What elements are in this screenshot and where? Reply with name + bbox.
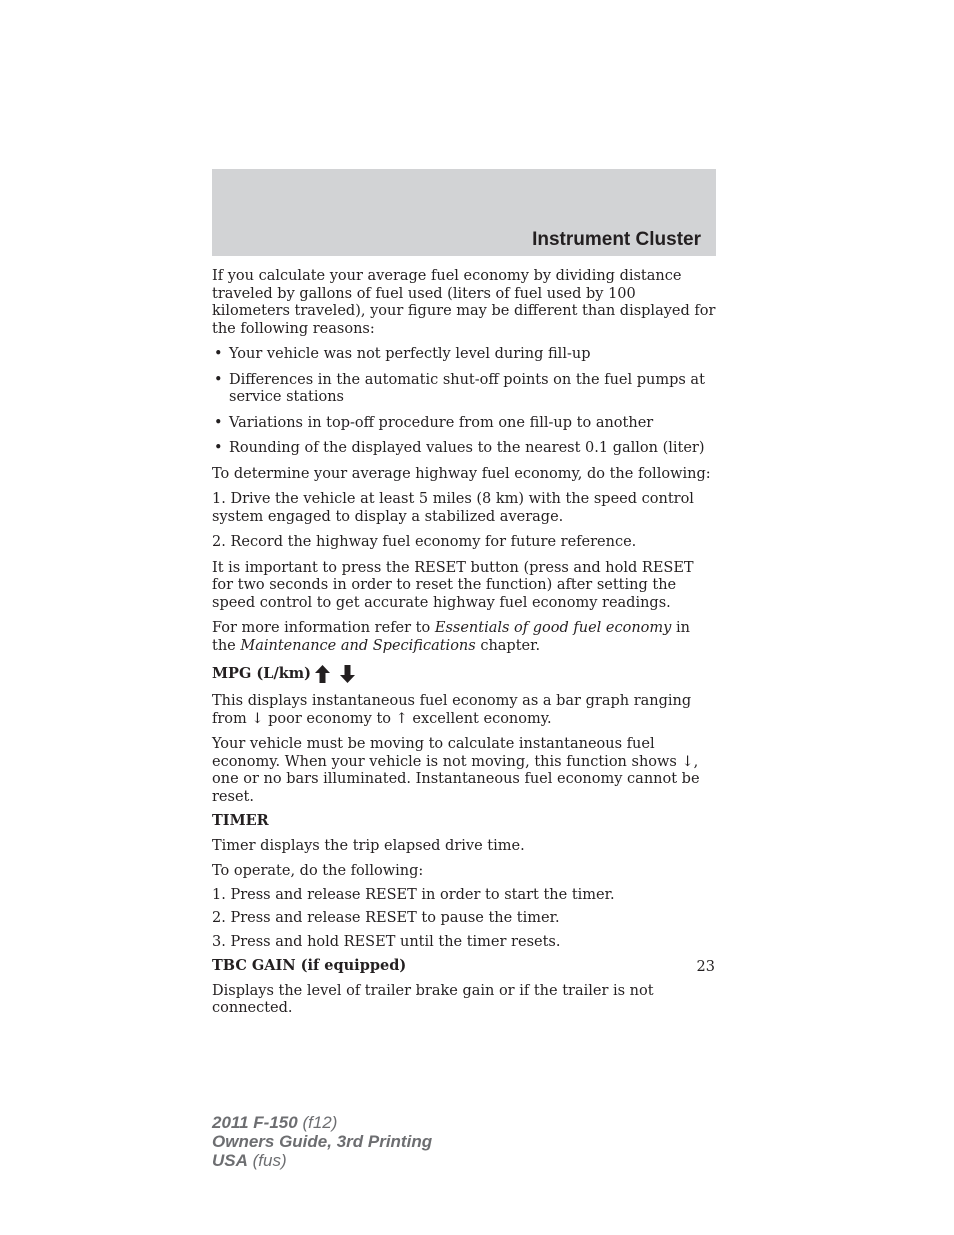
more-info-mid: in the [212, 620, 690, 654]
section-header-band [212, 169, 716, 256]
timer-heading: TIMER [212, 812, 269, 829]
page-number: 23 [696, 959, 715, 975]
list-item: • Rounding of the displayed values to the nearest 0.1 gallon (liter) [212, 440, 716, 458]
highway-step-1: 1. Drive the vehicle at least 5 miles (8 km) with the speed control system engaged to display a stabilized average. [212, 491, 694, 525]
more-info-paragraph [212, 620, 716, 655]
highway-intro: To determine your average highway fuel economy, do the following: [212, 465, 711, 482]
footer-guide: Owners Guide, 3rd Printing [212, 1132, 433, 1151]
mpg-moving-note: Your vehicle must be moving to calculate instantaneous fuel economy. When your vehicle is not moving, this function shows ↓, one or no bars illuminated. Instantaneous fuel economy cannot be reset. [212, 736, 700, 805]
tbc-gain-heading: TBC GAIN (if equipped) [212, 957, 407, 974]
more-info-suffix: chapter. [475, 637, 541, 654]
intro-paragraph: If you calculate your average fuel economy by dividing distance traveled by gallons of fuel used (liters of fuel used by 100 kilometers traveled), your figure may be different than displayed for the following reasons: [212, 268, 716, 337]
mpg-heading-label: MPG (L/km) [212, 665, 311, 683]
tbc-gain-description: Displays the level of trailer brake gain or if the trailer is not connected. [212, 982, 654, 1016]
document-footer [212, 1113, 432, 1170]
footer-guide-line [212, 1132, 432, 1151]
footer-model: 2011 F-150 [212, 1113, 298, 1132]
mpg-description: This displays instantaneous fuel economy as a bar graph ranging from ↓ poor economy to ↑ excellent economy. [212, 693, 692, 727]
list-item: • Your vehicle was not perfectly level during fill-up [212, 346, 716, 364]
footer-region-code: (fus) [252, 1151, 287, 1170]
list-item: • Differences in the automatic shut-off points on the fuel pumps at service stations [212, 372, 716, 407]
footer-region: USA [212, 1151, 248, 1170]
more-info-prefix: For more information refer to [212, 620, 435, 636]
section-title: Instrument Cluster [532, 229, 701, 250]
reference-fuel-economy: Essentials of good fuel economy [434, 620, 672, 636]
timer-step-2: 2. Press and release RESET to pause the timer. [212, 910, 560, 926]
timer-description: Timer displays the trip elapsed drive time. [212, 837, 525, 854]
reset-note: It is important to press the RESET button (press and hold RESET for two seconds in order to reset the function) after setting the speed control to get accurate highway fuel economy readings. [212, 559, 694, 611]
timer-step-3: 3. Press and hold RESET until the timer resets. [212, 933, 561, 950]
page-content [212, 268, 716, 1026]
timer-step-1: 1. Press and release RESET in order to start the timer. [212, 886, 615, 903]
footer-region-line [212, 1151, 432, 1170]
highway-step-2: 2. Record the highway fuel economy for future reference. [212, 534, 637, 550]
mpg-heading [212, 665, 716, 683]
list-item: • Variations in top-off procedure from one fill-up to another [212, 415, 716, 433]
footer-model-line [212, 1113, 432, 1132]
footer-model-code: (f12) [302, 1113, 338, 1132]
arrow-down-icon [340, 665, 355, 683]
reference-maintenance-chapter: Maintenance and Specifications [240, 637, 476, 654]
timer-operate-intro: To operate, do the following: [212, 863, 424, 879]
reasons-list [212, 346, 716, 458]
arrow-up-icon [315, 665, 330, 683]
